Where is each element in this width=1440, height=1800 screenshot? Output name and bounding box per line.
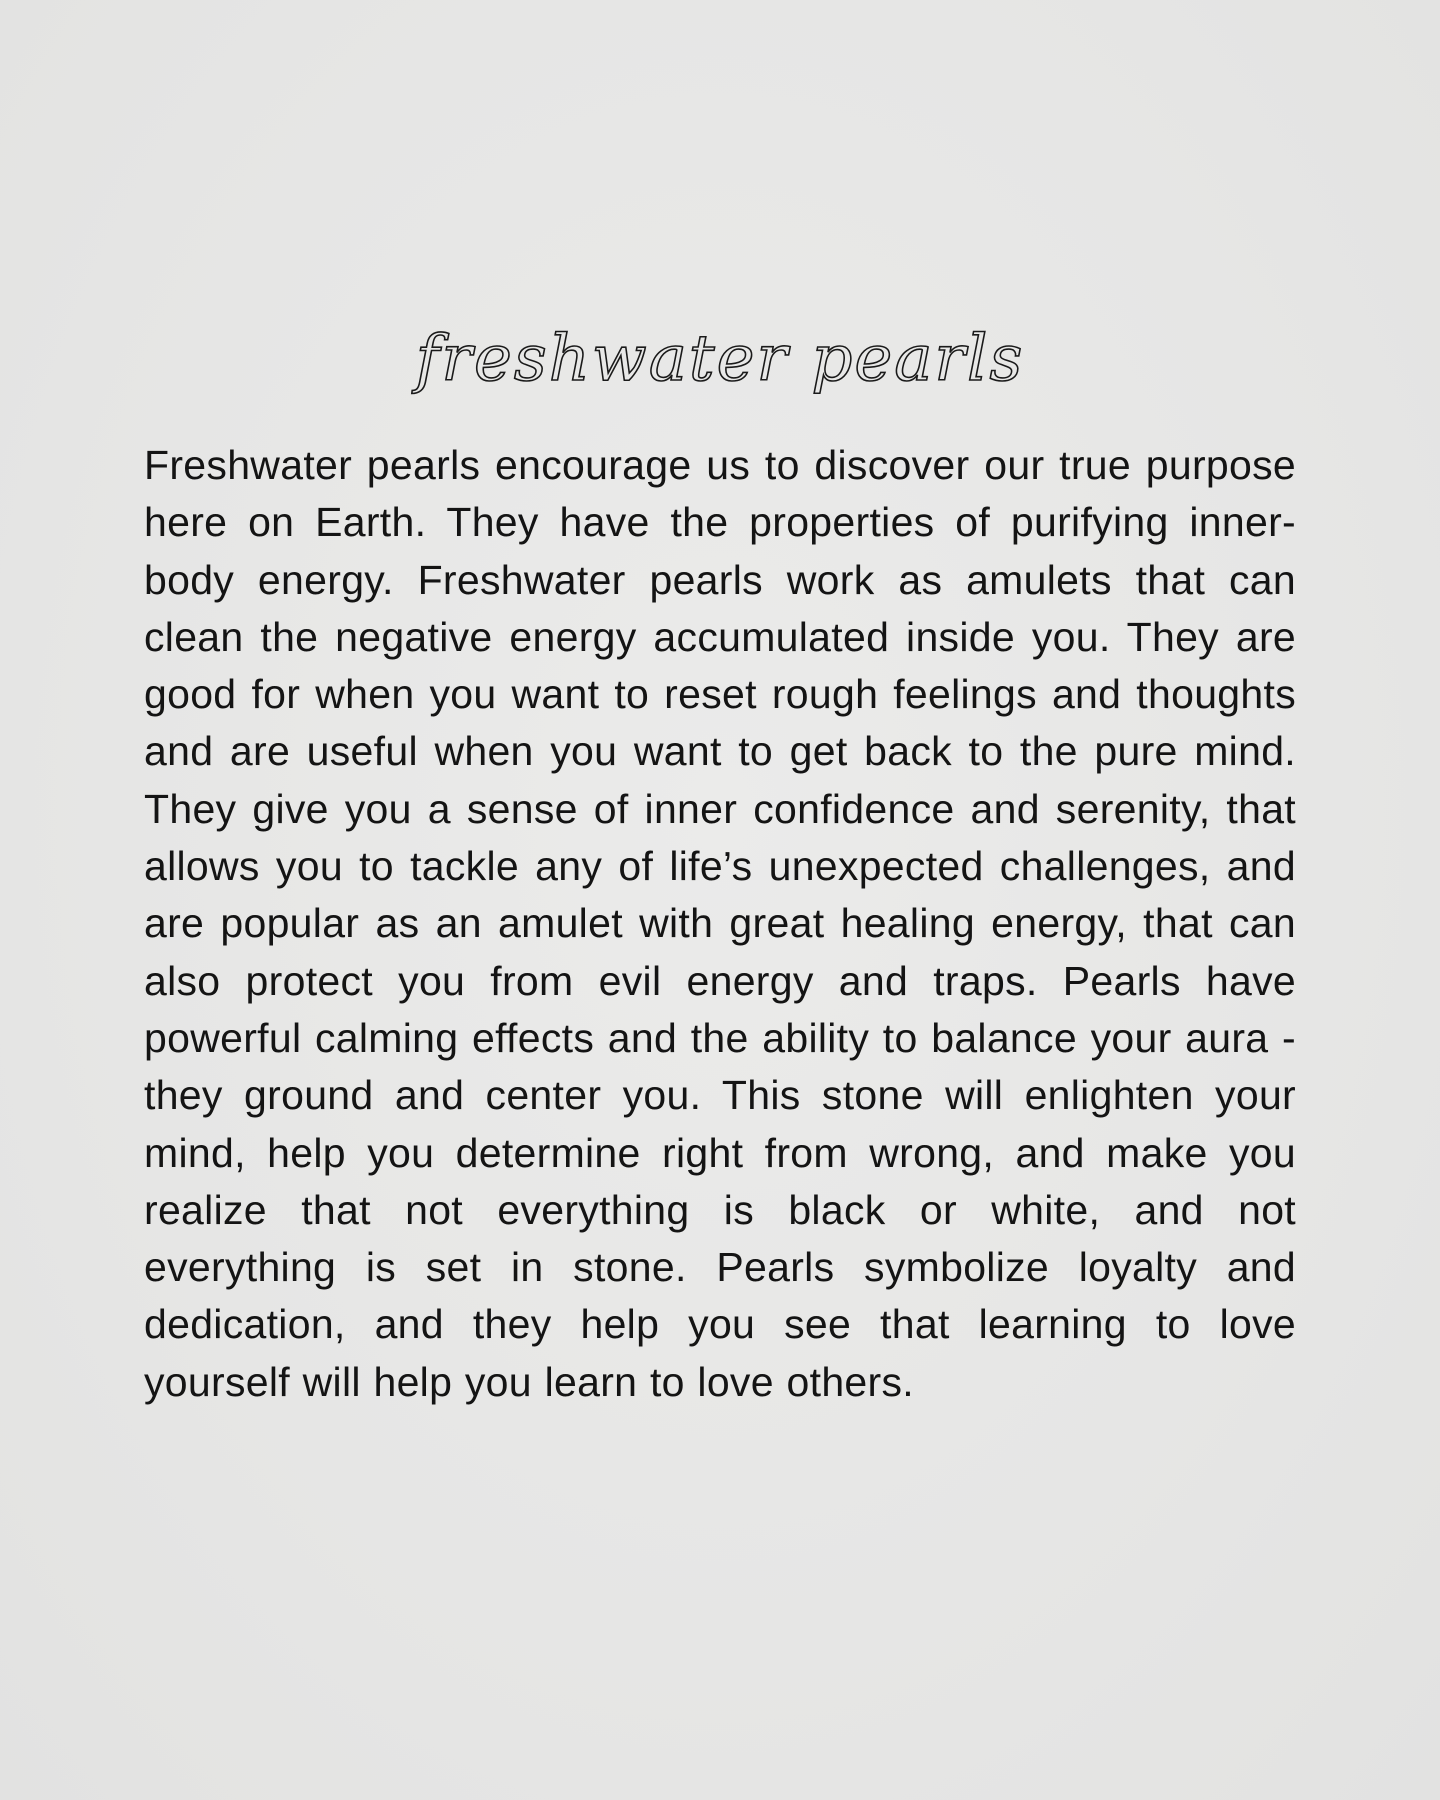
body-paragraph: Freshwater pearls encourage us to discover our true purpose here on Earth. They have the properties of purifying inner-body energy. Freshwater pearls work as amulets that can clean the negative energy accumulated inside you. They are good for when you want to reset rough feelings and thoughts and are useful when you want to get back to the pure mind. They give you a sense of inner confidence and serenity, that allows you to tackle any of life’s unexpected challenges, and are popular as an amulet with great healing energy, that can also protect you from evil energy and traps. Pearls have powerful calming effects and the ability to balance your aura - they ground and center you. This stone will enlighten your mind, help you determine right from wrong, and make you realize that not everything is black or white, and not everything is set in stone. Pearls symbolize loyalty and dedication, and they help you see that learning to love yourself will help you learn to love others. [144, 442, 1296, 1405]
title-heading [0, 318, 1440, 418]
title-text: freshwater pearls [415, 322, 1025, 396]
title-script [0, 318, 1440, 418]
